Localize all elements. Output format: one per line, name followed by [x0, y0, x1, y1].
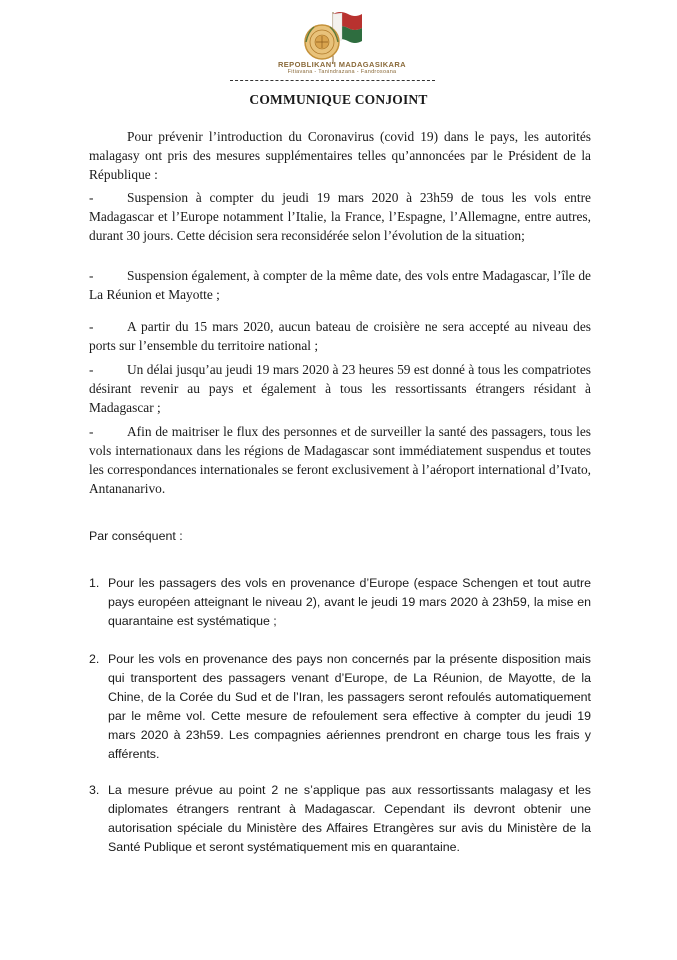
- point-item: Pour les passagers des vols en provenance d’Europe (espace Schengen et tout autre pays européen atteignant le niveau 2), avant le jeudi 19 mars 2020 à 23h59, la mise en quarantaine est systématique ;: [108, 576, 591, 628]
- point-item: La mesure prévue au point 2 ne s’applique pas aux ressortissants malagasy et les diplomates étrangers rentrant à Madagascar. Cependant ils devront obtenir une autorisation spéciale du Ministère des Affaires Etrangères sur avis du Ministère de la Santé Publique et seront systématiquement mis en quarantaine.: [108, 783, 591, 854]
- measure-marker: -: [89, 424, 94, 439]
- republic-motto: Fitiavana - Tanindrazana - Fandrosoana: [287, 69, 397, 75]
- intro-paragraph: Pour prévenir l’introduction du Coronavirus (covid 19) dans le pays, les autorités malagasy ont pris des mesures supplémentaires telles qu’annoncées par le Président de la République :: [89, 129, 591, 182]
- measure-item: Suspension également, à compter de la même date, des vols entre Madagascar, l’île de La Réunion et Mayotte ;: [89, 268, 591, 302]
- madagascar-seal-and-flag-icon: [300, 8, 364, 66]
- point-number: 2.: [89, 652, 100, 666]
- measure-item: Suspension à compter du jeudi 19 mars 2020 à 23h59 de tous les vols entre Madagascar et l’Europe notamment l’Italie, la France, l’Espagne, l’Allemagne, entre autres, durant 30 jours. Cette décision sera reconsidérée selon l’évolution de la situation;: [89, 190, 591, 243]
- measure-marker: -: [89, 319, 94, 334]
- republic-name: REPOBLIKAN'I MADAGASIKARA: [277, 60, 407, 69]
- point-item: Pour les vols en provenance des pays non concernés par la présente disposition mais qui transportent des passagers venant d’Europe, de La Réunion, de Mayotte, de la Chine, de la Corée du Sud et de l’Iran, les passagers seront refoulés automatiquement par le même vol. Cette mesure de refoulement sera effective à compter du jeudi 19 mars 2020 à 23h59. Les compagnies aériennes prendront en charge tous les frais y afférents.: [108, 652, 591, 761]
- measure-item: Un délai jusqu’au jeudi 19 mars 2020 à 23 heures 59 est donné à tous les compatriotes désirant revenir au pays et également à tous les ressortissants étrangers résidant à Madagascar ;: [89, 362, 591, 415]
- point-number: 3.: [89, 783, 100, 797]
- consequently-heading: Par conséquent :: [89, 529, 183, 543]
- measure-item: A partir du 15 mars 2020, aucun bateau de croisière ne sera accepté au niveau des ports sur l’ensemble du territoire national ;: [89, 319, 591, 353]
- header-divider: [230, 80, 435, 81]
- measure-marker: -: [89, 268, 94, 283]
- measure-marker: -: [89, 362, 94, 377]
- measure-item: Afin de maitriser le flux des personnes et de surveiller la santé des passagers, tous les vols internationaux dans les régions de Madagascar sont immédiatement suspendus et toutes les correspondances internationales se feront exclusivement à l’aéroport international d’Ivato, Antananarivo.: [89, 424, 591, 496]
- point-number: 1.: [89, 576, 100, 590]
- measure-marker: -: [89, 190, 94, 205]
- page-title: COMMUNIQUE CONJOINT: [249, 92, 428, 107]
